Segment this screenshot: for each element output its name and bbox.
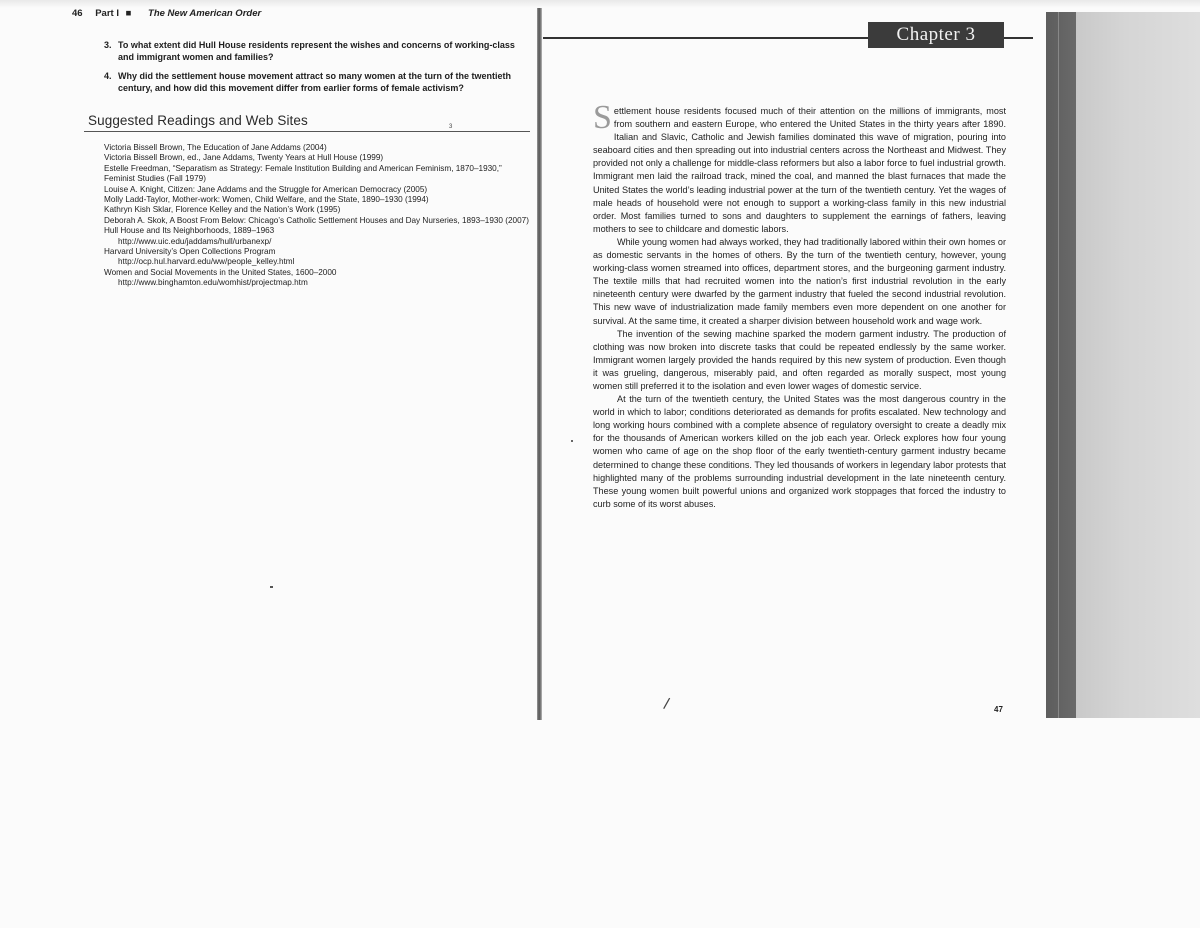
section-heading: Suggested Readings and Web Sites	[88, 113, 308, 128]
separator: ■	[125, 8, 132, 19]
readings-list	[104, 143, 534, 289]
book-title: The New American Order	[148, 8, 262, 19]
reading-entry: Estelle Freedman, “Separatism as Strategy: Female Institution Building and American Feminism, 1870–1930,” Feminist Studies (Fall 1979)	[104, 163, 502, 184]
book-gutter	[537, 8, 542, 720]
right-page-number: 47	[994, 705, 1003, 714]
paragraph	[593, 99, 1006, 236]
question-text: To what extent did Hull House residents represent the wishes and concerns of working-class and immigrant women and families?	[118, 40, 515, 63]
paragraph-text: ettlement house residents focused much of their attention on the millions of immigrants, most from southern and eastern Europe, who entered the United States in the thirty years after 1890. Italian and Slavic, Catholic and Jewish families dominated this wave of migration, pouring into seaboard cities and then spreading out into industrial centers across the Northeast and Midwest. They provided not only a challenge for middle-class reformers but also a labor force to fuel industrial growth. Immigrant men laid the railroad track, mined the coal, and manned the blast furnaces that made the United States the world’s leading industrial power at the turn of the twentieth century. Yet the wages of male heads of household were not enough to support a working-class family in this new industrial order. Most families turned to sons and daughters to supplement the earnings of fathers, leaving mothers to see to childcare and domestic labors.	[593, 106, 1006, 234]
reading-entry: Victoria Bissell Brown, ed., Jane Addams, Twenty Years at Hull House (1999)	[104, 153, 384, 163]
page-edge-dark	[1046, 12, 1076, 718]
scan-top-shadow	[0, 0, 1200, 8]
tick-mark: 3	[449, 124, 453, 130]
drop-cap: S	[593, 99, 612, 136]
paragraph: At the turn of the twentieth century, the United States was the most dangerous country in the world in which to labor; conditions deteriorated as demands for profits escalated. New technology and long working hours combined with a complete absence of regulatory oversight to create a deadly mix for the thousands of American workers killed on the job each year. Orleck explores how four young women who came of age on the shop floor of the early twentieth-century garment industry became determined to change these conditions. They led thousands of workers in legendary labor protests that highlighted many of the problems surrounding industrial development in the late nineteenth century. These young women built powerful unions and organized work stoppages that forced the industry to curb some of its worst abuses.	[593, 394, 1006, 509]
chapter-body	[593, 99, 1006, 511]
running-head	[72, 8, 261, 19]
discussion-questions	[104, 39, 524, 100]
reading-entry: Victoria Bissell Brown, The Education of Jane Addams (2004)	[104, 143, 327, 152]
paragraph: While young women had always worked, they had traditionally labored within their own homes or as domestic servants in the homes of others. By the turn of the twentieth century, however, young working-class women streamed into offices, department stores, and the burgeoning garment industry. The textile mills that had recruited women into the nation’s first industrial revolution in the early nineteenth century were dwarfed by the garment industry that fueled the second industrial revolution. This new wave of industrialization made family members even more dependent on one another for survival. At the same time, it created a sharper division between household work and wage work.	[593, 236, 1006, 326]
reading-entry: Hull House and Its Neighborhoods, 1889–1963	[104, 226, 275, 236]
reading-url[interactable]: http://ocp.hul.harvard.edu/ww/people_kelley.html	[118, 257, 295, 267]
reading-url[interactable]: http://www.binghamton.edu/womhist/projectmap.htm	[118, 278, 308, 288]
chapter-tab: Chapter 3	[868, 22, 1004, 48]
reading-entry: Harvard University’s Open Collections Program	[104, 247, 276, 257]
page-edge-line	[1058, 12, 1059, 718]
left-page-number: 46	[72, 8, 83, 19]
reading-entry: Kathryn Kish Sklar, Florence Kelley and the Nation’s Work (1995)	[104, 205, 341, 215]
question-item	[104, 39, 524, 64]
reading-url[interactable]: http://www.uic.edu/jaddams/hull/urbanexp/	[118, 236, 272, 246]
question-number: 3.	[104, 40, 112, 50]
scan-speck	[270, 586, 273, 588]
question-item	[104, 70, 524, 95]
scan-speck	[571, 440, 573, 442]
part-label: Part I	[95, 8, 119, 19]
reading-entry: Women and Social Movements in the United States, 1600–2000	[104, 267, 337, 277]
page-edge-light	[1076, 12, 1200, 718]
reading-entry: Louise A. Knight, Citizen: Jane Addams and the Struggle for American Democracy (2005)	[104, 184, 428, 194]
question-text: Why did the settlement house movement attract so many women at the turn of the twentieth century, and how did this movement differ from earlier forms of female activism?	[118, 70, 512, 93]
reading-entry: Deborah A. Skok, A Boost From Below: Chicago’s Catholic Settlement Houses and Day Nurseries, 1893–1930 (2007)	[104, 215, 529, 225]
paragraph: The invention of the sewing machine sparked the modern garment industry. The production of clothing was now broken into discrete tasks that could be repeated endlessly by the same worker. Immigrant women largely provided the hands required by this new system of production. Even though it was grueling, dangerous, miserably paid, and often regarded as morally suspect, most young women still preferred it to the isolation and even lower wages of domestic service.	[593, 328, 1006, 391]
reading-entry: Molly Ladd-Taylor, Mother-work: Women, Child Welfare, and the State, 1890–1930 (1994)	[104, 195, 429, 205]
section-rule	[84, 131, 530, 132]
question-number: 4.	[104, 70, 112, 81]
pen-mark: /	[662, 695, 671, 714]
